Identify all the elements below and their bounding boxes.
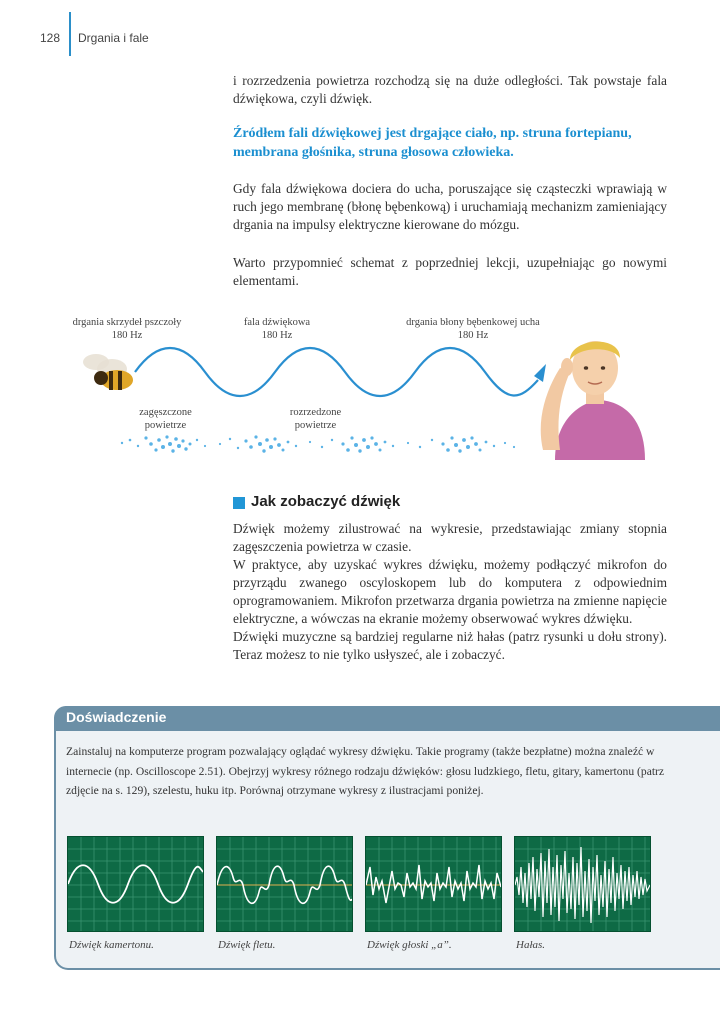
section-marker-icon bbox=[233, 497, 245, 509]
caption-flute: Dźwięk fletu. bbox=[218, 939, 276, 951]
bee-icon bbox=[83, 354, 133, 390]
paragraph-intro: i rozrzedzenia powietrza rozchodzą się na duże odległości. Tak powstaje fala dźwiękowa, czyli dźwięk. bbox=[233, 73, 667, 106]
caption-noise: Hałas. bbox=[516, 939, 546, 951]
sound-wave-figure bbox=[0, 340, 720, 470]
caption-tuning-fork: Dźwięk kamertonu. bbox=[69, 939, 154, 951]
figure-label-wave: fala dźwiękowa 180 Hz bbox=[243, 317, 311, 341]
paragraph-music-vs-noise: Dźwięki muzyczne są bardziej regularne niż hałas (patrz rysunki u dołu strony). Teraz możesz to nie tylko usłyszeć, ale i zobaczyć. bbox=[233, 629, 667, 662]
experiment-title: Doświadczenie bbox=[66, 709, 167, 725]
paragraph-oscilloscope: W praktyce, aby uzyskać wykres dźwięku, możemy podłączyć mikrofon do przyrządu zwanego oscyloskopem lub do komputera z odpowiednim oprogramowaniem. Mikrofon przetwarza drgania powietrza na zmienne napięcie elektryczne, a wówczas na ekranie możemy obserwować wykres dźwięku. bbox=[233, 557, 667, 626]
section-title: Jak zobaczyć dźwięk bbox=[251, 493, 401, 510]
figure-label-bee: drgania skrzydeł pszczoły 180 Hz bbox=[72, 317, 182, 341]
wave-arrowhead bbox=[534, 364, 546, 382]
paragraph-illustrate: Dźwięk możemy zilustrować na wykresie, przedstawiając zmiany stopnia zagęszczenia powietrza w czasie. bbox=[233, 521, 667, 554]
oscilloscope-vowel-a bbox=[365, 836, 502, 932]
air-particles bbox=[121, 435, 515, 452]
paragraph-ear: Gdy fala dźwiękowa dociera do ucha, poruszające się cząsteczki wprawiają w ruch jego membranę (błonę bębenkową) i uruchamiają mechanizm zamieniający drgania na impulsy elektryczne kierowane do mózgu. bbox=[233, 181, 667, 232]
person-listening-illustration bbox=[541, 341, 645, 460]
waveform-vowel-a bbox=[366, 837, 501, 931]
waveform-tuning-fork bbox=[68, 837, 203, 931]
caption-vowel-a: Dźwięk głoski „a”. bbox=[367, 939, 452, 951]
oscilloscope-tuning-fork bbox=[67, 836, 204, 932]
highlight-statement: Źródłem fali dźwiękowej jest drgające ciało, np. struna fortepianu, membrana głośnika, struna głosowa człowieka. bbox=[233, 126, 632, 160]
page-number: 128 bbox=[40, 31, 61, 45]
waveform-noise bbox=[515, 837, 650, 931]
sound-wave-line bbox=[135, 348, 538, 396]
section-text bbox=[233, 520, 667, 664]
chapter-title: Drgania i fale bbox=[78, 31, 149, 45]
figure-label-ear: drgania błony bębenkowej ucha 180 Hz bbox=[406, 317, 540, 341]
experiment-text: Zainstaluj na komputerze program pozwalający oglądać wykresy dźwięku. Takie programy (także bezpłatne) można znaleźć w internecie (np. Oscilloscope 2.51). Obejrzyj wykresy różnego rodzaju dźwięków: głosu ludzkiego, fletu, gitary, kamertonu (patrz zdjęcie na s. 129), szelestu, huku itp. Porównaj otrzymane wykresy z ilustracjami poniżej. bbox=[66, 745, 665, 797]
oscilloscope-flute bbox=[216, 836, 353, 932]
oscilloscope-noise bbox=[514, 836, 651, 932]
figure-label-compressed: zagęszczone powietrze bbox=[139, 407, 192, 431]
header-divider bbox=[69, 12, 71, 56]
figure-label-rarefied: rozrzedzone powietrze bbox=[289, 407, 342, 431]
waveform-flute bbox=[217, 837, 352, 931]
paragraph-reminder: Warto przypomnieć schemat z poprzedniej lekcji, uzupełniając go nowymi elementami. bbox=[233, 255, 667, 288]
